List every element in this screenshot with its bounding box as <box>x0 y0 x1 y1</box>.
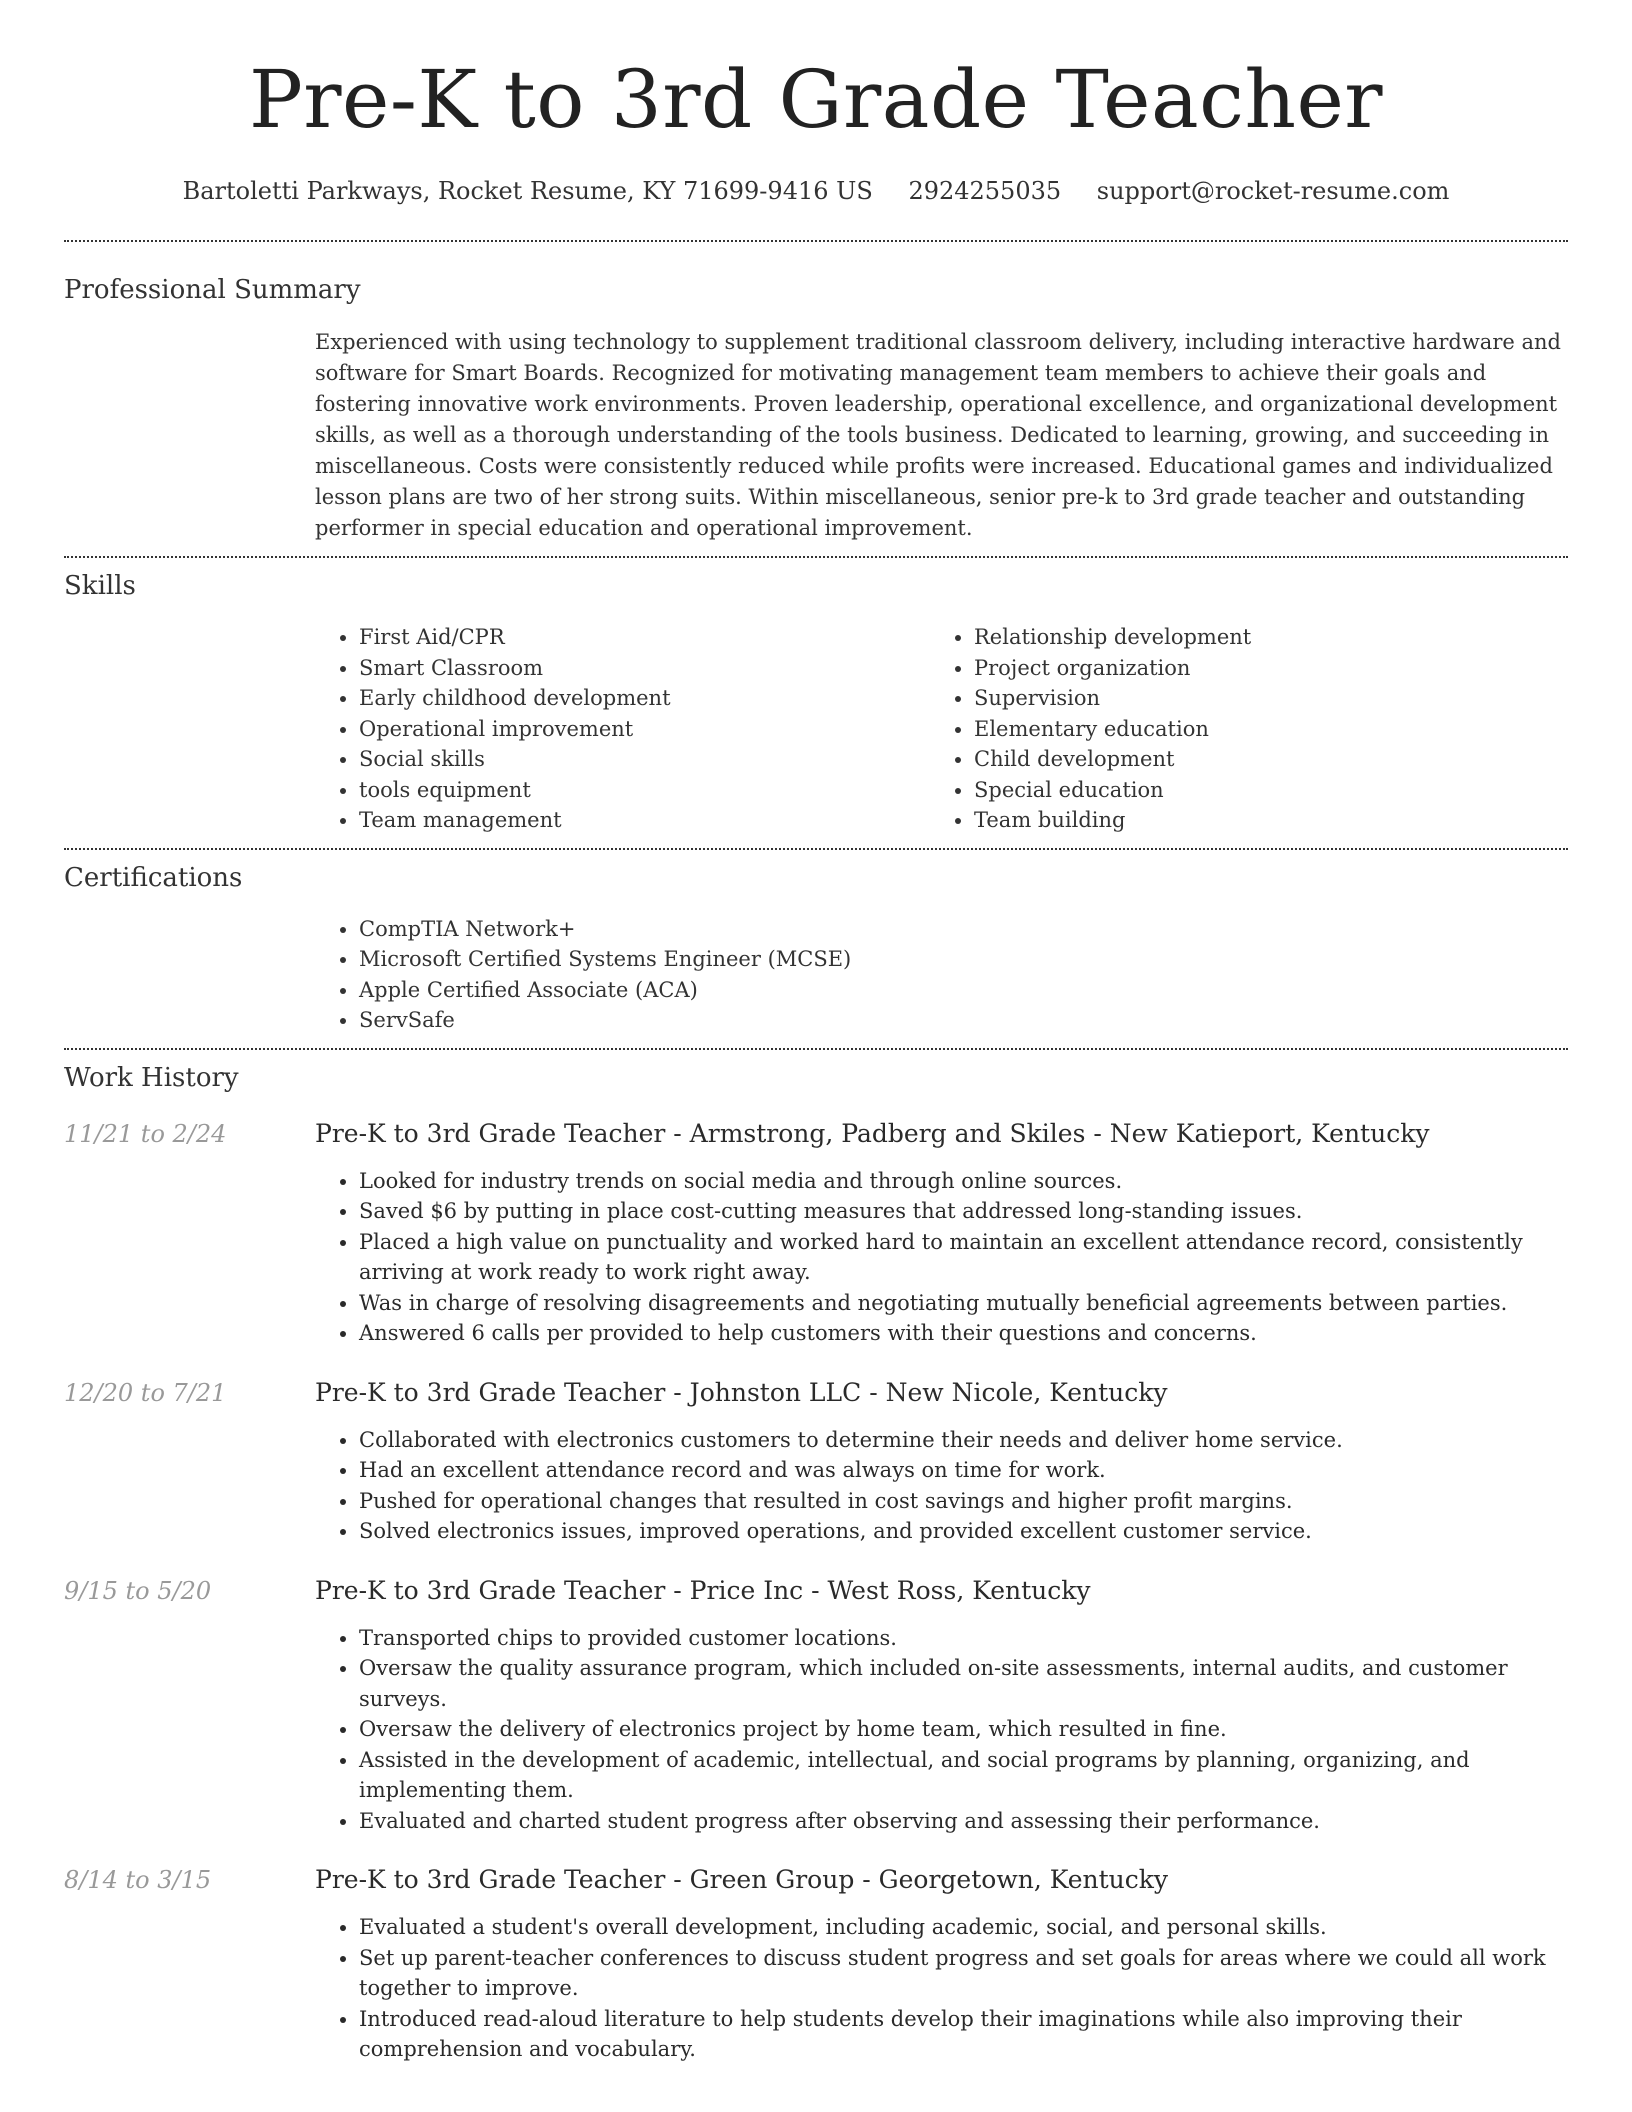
contact-line <box>64 176 1568 206</box>
list-item: • tools equipment <box>359 775 930 806</box>
section-title-certifications: Certifications <box>64 862 243 893</box>
list-item: • Special education <box>974 775 1545 806</box>
section-title-skills: Skills <box>64 571 136 601</box>
list-item: • Transported chips to provided customer locations. <box>359 1623 1568 1654</box>
job-bullets <box>315 1166 1568 1349</box>
resume-header <box>64 0 1568 206</box>
job-dates: 12/20 to 7/21 <box>64 1378 227 1407</box>
list-item: • Saved $6 by putting in place cost-cutting measures that addressed long-standing issues. <box>359 1196 1568 1227</box>
list-item: • Early childhood development <box>359 683 930 714</box>
contact-email: support@rocket-resume.com <box>1096 177 1450 205</box>
job-bullets <box>315 1623 1568 1837</box>
work-section <box>64 1050 1568 2065</box>
list-item: • Had an excellent attendance record and was always on time for work. <box>359 1455 1568 1486</box>
list-item: • Pushed for operational changes that resulted in cost savings and higher profit margins. <box>359 1486 1568 1517</box>
list-item: • Answered 6 calls per provided to help customers with their questions and concerns. <box>359 1318 1568 1349</box>
page-title: Pre-K to 3rd Grade Teacher <box>248 53 1384 146</box>
list-item: • Evaluated a student's overall development, including academic, social, and personal skills. <box>359 1912 1568 1943</box>
list-item: • CompTIA Network+ <box>359 914 1568 945</box>
list-item: • Collaborated with electronics customers to determine their needs and deliver home service. <box>359 1425 1568 1456</box>
list-item: • Solved electronics issues, improved operations, and provided excellent customer service. <box>359 1516 1568 1547</box>
summary-text: Experienced with using technology to supplement traditional classroom delivery, including interactive hardware and software for Smart Boards. Recognized for motivating management team members to achieve their goals and fostering innovative work environments. Proven leadership, operational excellence, and organizational development skills, as well as a thorough understanding of the tools business. Dedicated to learning, growing, and succeeding in miscellaneous. Costs were consistently reduced while profits were increased. Educational games and individualized lesson plans are two of her strong suits. Within miscellaneous, senior pre-k to 3rd grade teacher and outstanding performer in special education and operational improvement. <box>315 330 1561 540</box>
job-bullets <box>315 1425 1568 1547</box>
list-item: • Supervision <box>974 683 1545 714</box>
list-item: • Oversaw the quality assurance program, which included on-site assessments, internal audits, and customer surveys. <box>359 1653 1568 1714</box>
list-item: • Apple Certified Associate (ACA) <box>359 975 1568 1006</box>
job-title: Pre-K to 3rd Grade Teacher - Green Group - Georgetown, Kentucky <box>315 1865 1169 1894</box>
list-item: • Project organization <box>974 653 1545 684</box>
list-item: • Oversaw the delivery of electronics project by home team, which resulted in fine. <box>359 1714 1568 1745</box>
list-item: • Looked for industry trends on social media and through online sources. <box>359 1166 1568 1197</box>
certifications-section <box>64 850 1568 1048</box>
section-title-work: Work History <box>64 1062 239 1093</box>
job-title: Pre-K to 3rd Grade Teacher - Johnston LLC - New Nicole, Kentucky <box>315 1377 1168 1407</box>
job-title: Pre-K to 3rd Grade Teacher - Armstrong, Padberg and Skiles - New Katieport, Kentucky <box>315 1118 1430 1148</box>
list-item: • Microsoft Certified Systems Engineer (MCSE) <box>359 944 1568 975</box>
list-item: • First Aid/CPR <box>359 622 930 653</box>
summary-section <box>64 242 1568 556</box>
job-entry <box>64 1377 1568 1547</box>
list-item: • Placed a high value on punctuality and worked hard to maintain an excellent attendance record, consistently arriving at work ready to work right away. <box>359 1227 1568 1288</box>
list-item: • Relationship development <box>974 622 1545 653</box>
skills-section <box>64 558 1568 848</box>
job-entry <box>64 1575 1568 1837</box>
job-entry <box>64 1118 1568 1349</box>
job-entry <box>64 1864 1568 2065</box>
list-item: • ServSafe <box>359 1005 1568 1036</box>
contact-phone: 2924255035 <box>908 177 1062 205</box>
section-title-summary: Professional Summary <box>64 275 361 305</box>
list-item: • Elementary education <box>974 714 1545 745</box>
list-item: • Introduced read-aloud literature to help students develop their imaginations while also improving their comprehension and vocabulary. <box>359 2004 1568 2065</box>
job-bullets <box>315 1912 1568 2065</box>
list-item: • Assisted in the development of academic, intellectual, and social programs by planning, organizing, and implementing them. <box>359 1745 1568 1806</box>
list-item: • Social skills <box>359 744 930 775</box>
job-dates: 11/21 to 2/24 <box>64 1119 227 1148</box>
list-item: • Evaluated and charted student progress after observing and assessing their performance. <box>359 1806 1568 1837</box>
job-dates: 9/15 to 5/20 <box>64 1576 212 1605</box>
job-dates: 8/14 to 3/15 <box>64 1866 212 1894</box>
list-item: • Child development <box>974 744 1545 775</box>
job-title: Pre-K to 3rd Grade Teacher - Price Inc - West Ross, Kentucky <box>315 1575 1091 1605</box>
resume-page <box>64 0 1568 2065</box>
list-item: • Team management <box>359 805 930 836</box>
contact-address: Bartoletti Parkways, Rocket Resume, KY 71699-9416 US <box>182 177 873 205</box>
certifications-list <box>315 914 1568 1036</box>
list-item: • Set up parent-teacher conferences to discuss student progress and set goals for areas where we could all work together to improve. <box>359 1943 1568 2004</box>
list-item: • Operational improvement <box>359 714 930 745</box>
skills-list-left <box>315 622 930 836</box>
list-item: • Smart Classroom <box>359 653 930 684</box>
skills-list-right <box>930 622 1545 836</box>
list-item: • Was in charge of resolving disagreements and negotiating mutually beneficial agreements between parties. <box>359 1288 1568 1319</box>
list-item: • Team building <box>974 805 1545 836</box>
